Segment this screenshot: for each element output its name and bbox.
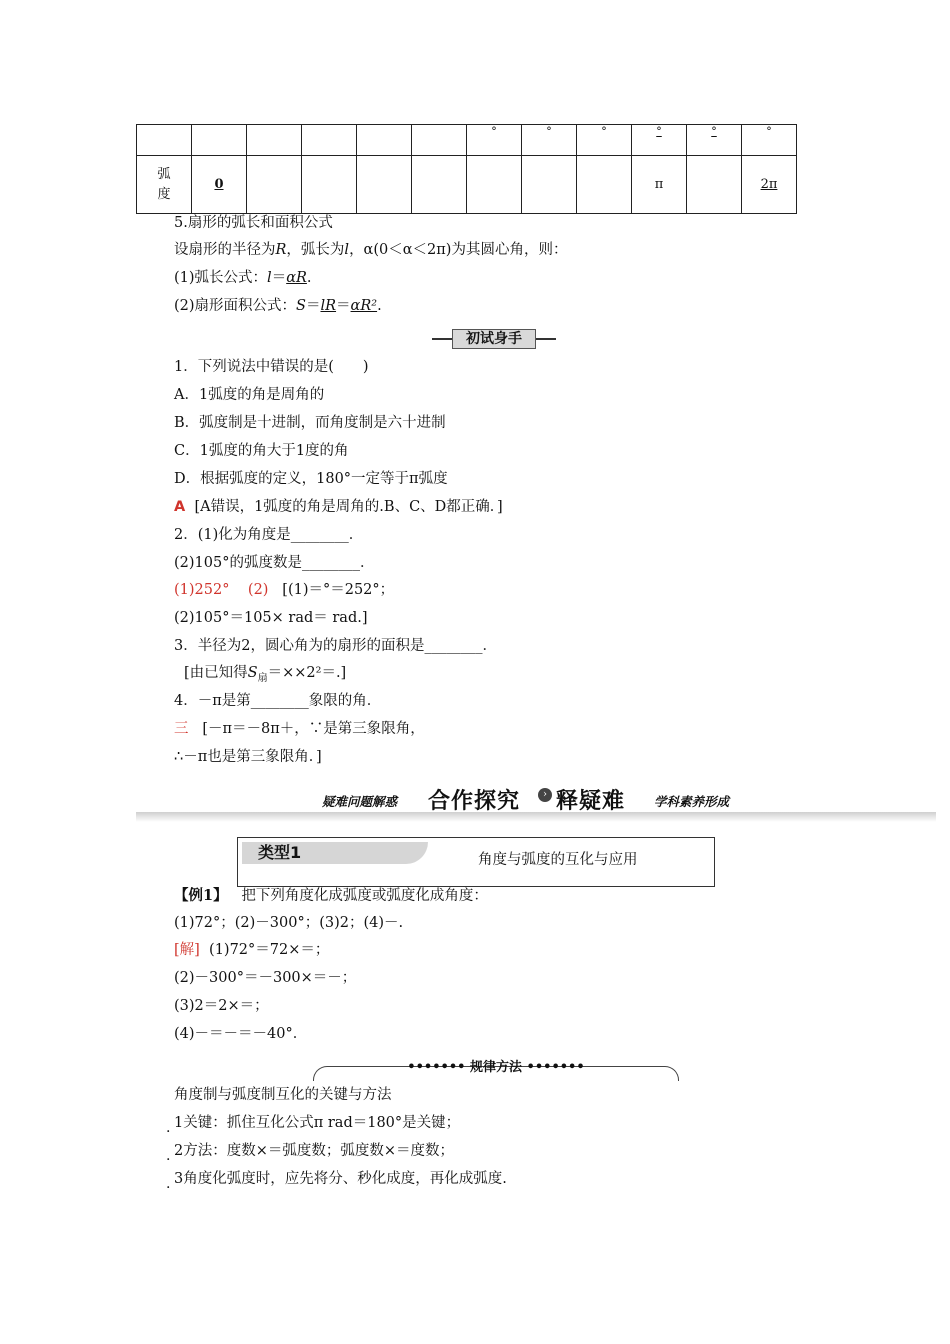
q2-line2: (2)105°的弧度数是________． [174,555,375,571]
q2-line1: 2．(1)化为角度是________． [174,527,364,543]
radian-table [136,124,797,214]
q4-line1: 4．－π是第________象限的角． [174,693,382,709]
text: ，α(0＜α＜2π)为其圆心角，则： [349,242,568,258]
text: [(1)＝°＝252°； [282,582,395,598]
table-cell [247,156,302,214]
text: αR [286,270,307,286]
solution-line4: (4)－＝－＝－40°． [174,1026,308,1042]
bullet-icon: . [166,1176,171,1192]
q2-answer [174,580,394,600]
text: R [275,242,287,258]
q1-option-d: D．根据弧度的定义，180°一定等于π弧度 [174,471,448,487]
table-cell: ° [522,125,577,156]
text: 设扇形的半径为 [174,242,276,258]
section-left-label: 疑难问题解惑 [322,794,398,809]
text: αR² [350,298,378,314]
banner-try [432,329,556,349]
section-title-2: 释疑难 [556,789,626,814]
table-cell [522,156,577,214]
q3-line1: 3．半径为2，圆心角为的扇形的面积是________． [174,638,497,654]
table-cell [577,156,632,214]
table-cell [137,125,192,156]
table-cell: ° [577,125,632,156]
text: l [267,270,272,286]
text: (2)扇形面积公式： [174,298,297,314]
text: [－π＝－8π＋，∵是第三象限角， [202,721,425,737]
area-formula: (2)扇形面积公式：S＝lR＝αR². [174,298,382,314]
table-cell [192,125,247,156]
q4-line3: ∴－π也是第三象限角．] [174,749,322,765]
text: (1)弧长公式： [174,270,268,286]
table-cell: ° [687,125,742,156]
method-banner [313,1056,679,1080]
type-box [237,837,715,887]
table-row [137,125,797,156]
section-right-label: 学科素养形成 [654,794,730,809]
text: 把下列角度化成弧度或弧度化成角度： [241,888,488,904]
text: ，弧长为 [286,242,345,258]
type-label: 类型1 [258,843,302,862]
text: S [296,298,306,314]
text: ＝ [305,298,321,314]
solution-line2: (2)－300°＝－300×＝－； [174,970,357,986]
table-row-label: 弧 度 [137,156,192,214]
table-cell: ° [742,125,797,156]
table-row [137,156,797,214]
table-cell [412,156,467,214]
solution-line3: (3)2＝2×＝； [174,998,269,1014]
table-cell: ° [467,125,522,156]
banner-label: 初试身手 [452,329,536,349]
q1-option-a: A．1弧度的角是周角的 [174,387,325,403]
table-cell [412,125,467,156]
table-cell [357,156,412,214]
table-cell: 0 [192,156,247,214]
method-item-1: 1关键：抓住互化公式π rad＝180°是关键； [174,1115,461,1131]
table-cell [302,156,357,214]
solution-label: [解] [174,942,200,958]
text: lR [320,298,337,314]
method-title: 角度制与弧度制互化的关键与方法 [174,1087,392,1103]
bullet-icon: . [166,1120,171,1136]
solution-line1 [174,940,329,960]
section-title: 合作探究 [428,789,521,814]
q1-stem: 1．下列说法中错误的是( ) [174,359,369,375]
text: S [247,665,258,681]
example-label: 【例1】 [174,887,228,904]
answer-letter: A [174,499,186,515]
answer-text: 三 [174,721,189,737]
text: [A错误，1弧度的角是周角的.B、C、D都正确．] [194,499,503,515]
type-title: 角度与弧度的互化与应用 [478,852,638,868]
method-item-2: 2方法：度数×＝弧度数；弧度数×＝度数； [174,1143,455,1159]
table-cell [687,156,742,214]
section-title: 5.扇形的弧长和面积公式 [174,215,333,231]
divider [136,812,936,822]
table-cell: 2π [742,156,797,214]
text: [由已知得 [184,665,248,681]
example-stem [174,886,488,906]
text: l [344,242,350,258]
answer-text: (1)252° [174,582,230,598]
answer-text: (2) [247,582,269,598]
q4-answer [174,719,425,739]
table-cell [247,125,302,156]
table-cell [467,156,522,214]
arc-formula: (1)弧长公式：l＝αR. [174,270,312,286]
bullet-icon: . [166,1148,171,1164]
chevron-right-icon: › [538,788,552,802]
table-cell: π [632,156,687,214]
method-label: ••••••• 规律方法 ••••••• [407,1060,585,1075]
text: (1)72°＝72×＝； [209,942,330,958]
table-cell [357,125,412,156]
q1-answer [174,497,503,517]
method-item-3: 3角度化弧度时，应先将分、秒化成度，再化成弧度. [174,1171,507,1187]
text: 扇 [257,672,268,684]
q2-line4: (2)105°＝105× rad＝ rad.] [174,610,368,626]
q1-option-c: C．1弧度的角大于1度的角 [174,443,349,459]
q1-option-b: B．弧度制是十进制，而角度制是六十进制 [174,415,446,431]
example-items: (1)72°；(2)－300°；(3)2；(4)－. [174,915,404,931]
section-header [136,784,936,824]
table-cell: ° [632,125,687,156]
q3-line2 [184,663,346,689]
text: ＝××2²＝.] [267,665,347,681]
sector-description [174,240,567,260]
table-cell [302,125,357,156]
